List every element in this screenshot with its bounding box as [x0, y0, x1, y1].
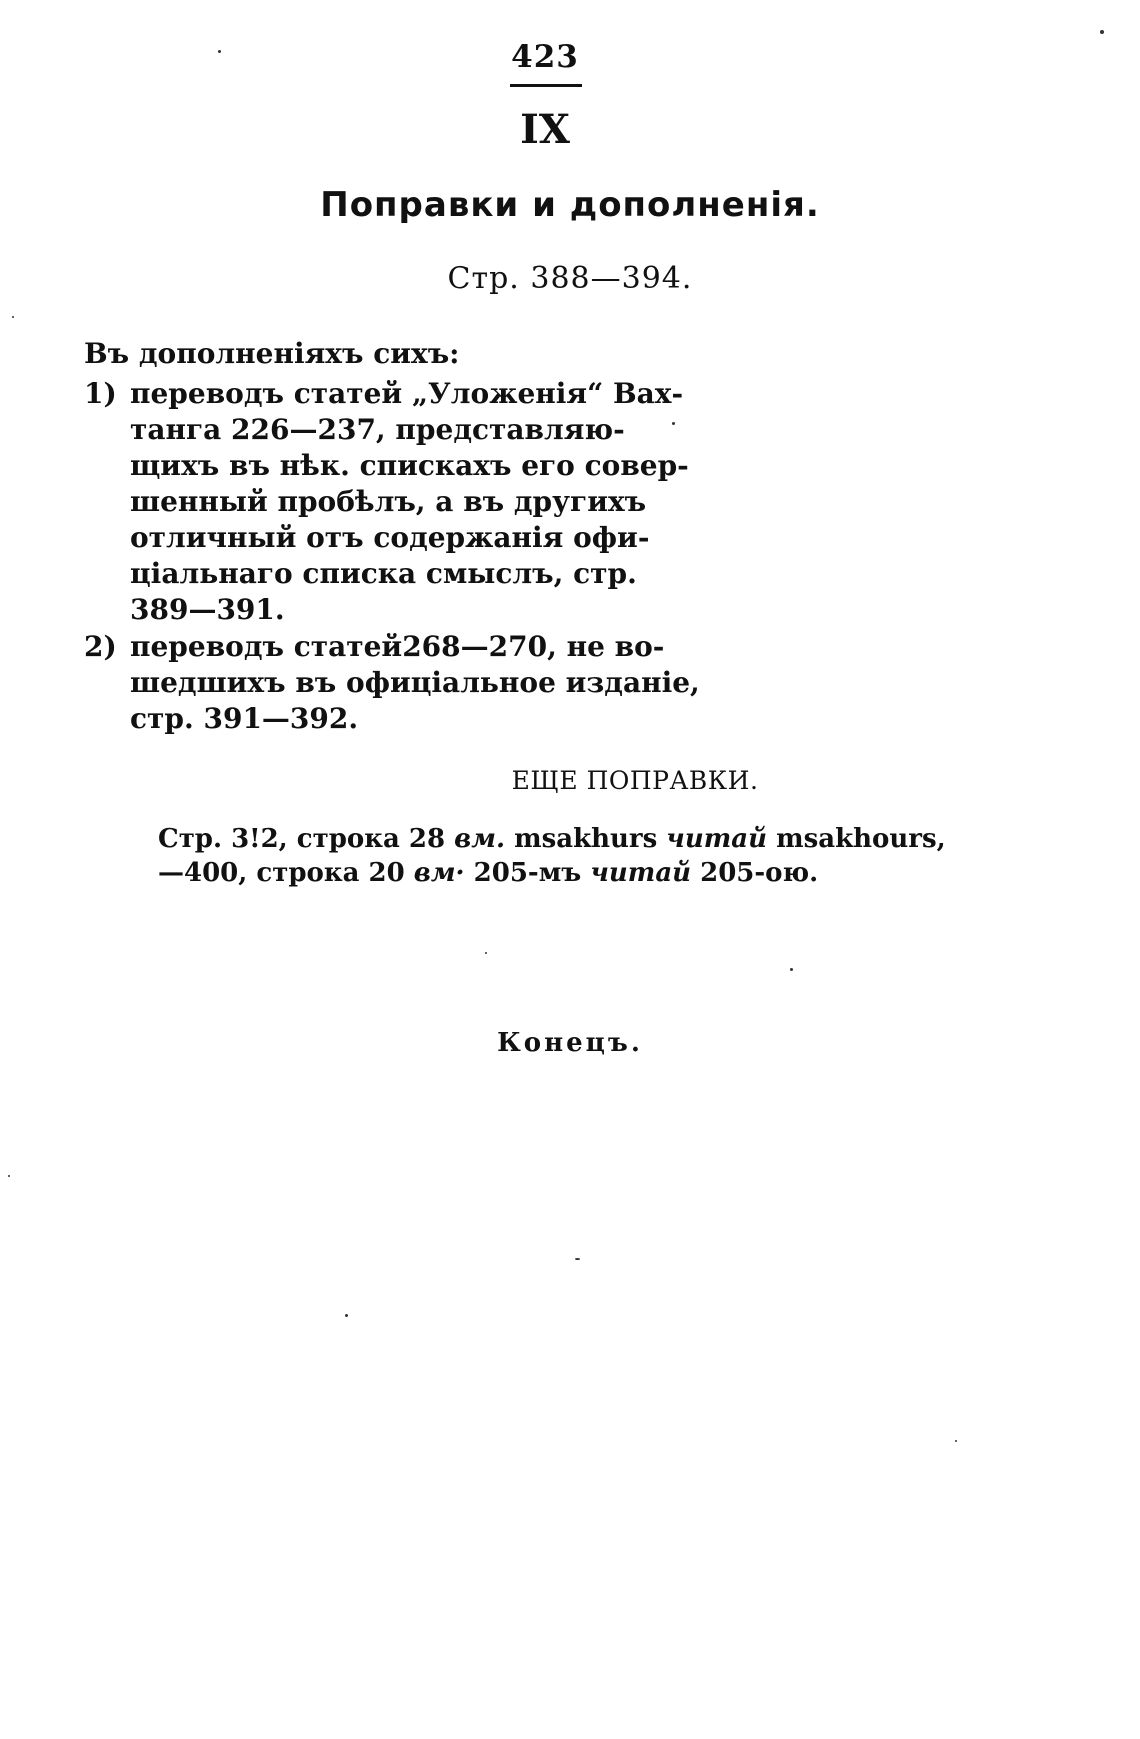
section-title: Поправки и дополненія. — [320, 185, 820, 225]
scan-speck — [345, 1314, 348, 1317]
scan-speck — [955, 1440, 957, 1442]
scan-speck — [672, 422, 675, 425]
list-item-number: 1) — [84, 377, 117, 410]
errata-text: —400, строка 20 — [158, 858, 414, 888]
the-end: Конецъ. — [497, 1028, 643, 1058]
list-item-number: 2) — [84, 630, 117, 663]
text-line: отличный отъ содержанія офи- — [130, 521, 650, 554]
errata-line — [158, 822, 946, 856]
text-line: щихъ въ нѣк. спискахъ его совер- — [130, 449, 689, 482]
text-line: переводъ статей268—270, не во- — [130, 630, 665, 663]
errata-text: 205-ою. — [691, 858, 819, 888]
text-line: 389—391. — [130, 593, 285, 626]
pages-reference: Стр. 388—394. — [447, 261, 693, 296]
scan-speck — [790, 968, 793, 971]
errata-read: читай — [666, 824, 768, 854]
scan-speck — [1100, 30, 1104, 34]
text-line: ціальнаго списка смыслъ, стр. — [130, 557, 637, 590]
page-number-rule — [510, 84, 582, 87]
scan-speck — [218, 50, 221, 53]
text-line: стр. 391—392. — [130, 702, 359, 735]
errata-abbrev: вм· — [413, 858, 465, 888]
scan-speck — [8, 1175, 10, 1177]
errata-abbrev: вм. — [454, 824, 506, 854]
more-corrections-heading: ЕЩЕ ПОПРАВКИ. — [511, 766, 759, 795]
text-line: танга 226—237, представляю- — [130, 413, 625, 446]
scan-speck — [575, 1258, 580, 1260]
list-item-text — [130, 376, 689, 628]
page-number: 423 — [511, 39, 579, 75]
errata-read: читай — [590, 858, 692, 888]
intro-line: Въ дополненіяхъ сихъ: — [84, 337, 460, 370]
list-item-text — [130, 629, 700, 737]
errata-line — [158, 856, 946, 890]
scan-speck — [12, 316, 14, 318]
text-line: шедшихъ въ офиціальное изданіе, — [130, 666, 700, 699]
errata-block — [158, 822, 946, 890]
errata-text: msakhurs — [505, 824, 667, 854]
errata-text: 205-мъ — [464, 858, 591, 888]
errata-text: Стр. 3!2, строка 28 — [158, 824, 455, 854]
errata-text: msakhours, — [767, 824, 946, 854]
text-line: шенный пробѣлъ, а въ другихъ — [130, 485, 647, 518]
text-line: переводъ статей „Уложенія“ Вах- — [130, 377, 684, 410]
scan-speck — [485, 952, 487, 954]
part-numeral: IX — [520, 106, 570, 153]
